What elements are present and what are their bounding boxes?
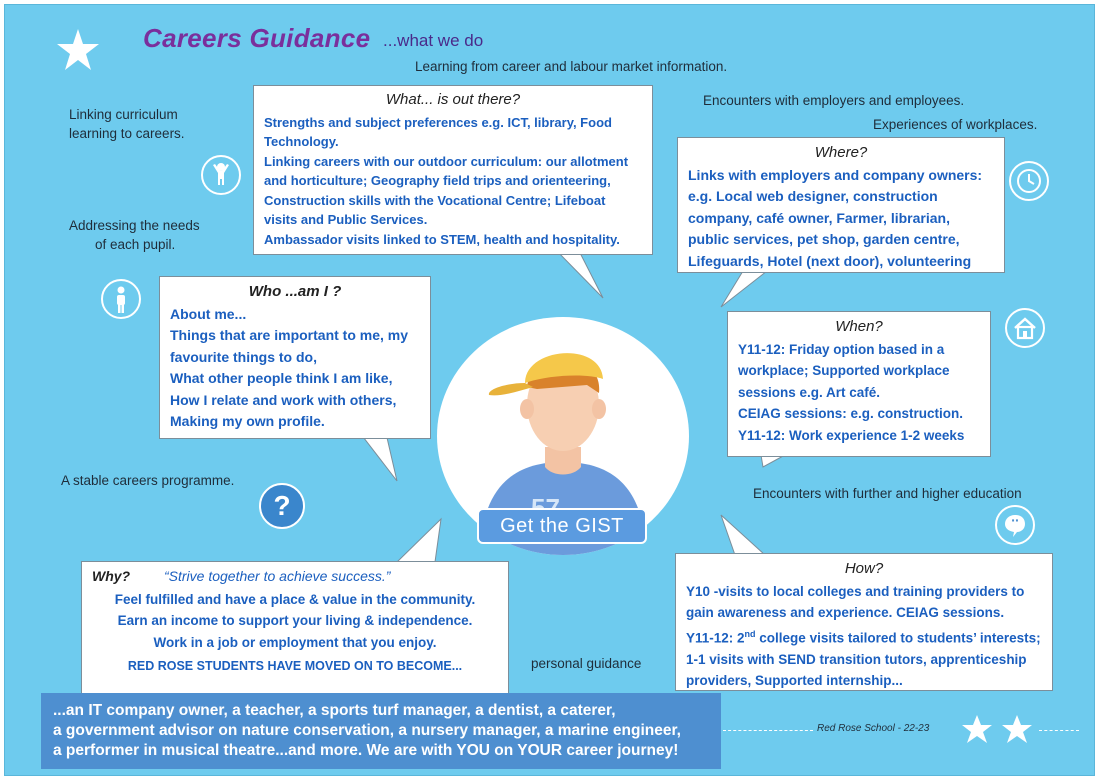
how-line2-sup: nd: [744, 628, 756, 639]
note-needs-line2: of each pupil.: [95, 237, 176, 252]
what-box: [253, 85, 653, 255]
when-line: CEIAG sessions: e.g. construction.: [738, 406, 964, 421]
why-quote: “Strive together to achieve success.”: [164, 568, 391, 584]
who-line: About me...: [170, 305, 247, 322]
banner-line2: a government advisor on nature conservation, a nursery manager, a marine engineer,: [53, 722, 681, 739]
why-line: Feel fulfilled and have a place & value in the community.: [114, 591, 476, 607]
how-line1: Y10 -visits to local colleges and training providers to gain awareness and experience. CEIAG sessions.: [686, 583, 1025, 620]
note-further-education: Encounters with further and higher education: [753, 486, 1022, 501]
what-line: Linking careers with our outdoor curriculum: our allotment and horticulture; Geography field trips and orienteering, Construction skills with the Vocational Centre; Lifeboat visits and Public Services.: [264, 153, 629, 227]
who-line: Making my own profile.: [170, 413, 325, 429]
when-heading: When?: [835, 318, 883, 335]
where-heading: Where?: [814, 144, 868, 161]
note-curriculum-line1: Linking curriculum: [69, 107, 178, 122]
note-labour-market: Learning from career and labour market information.: [415, 59, 728, 74]
how-heading: How?: [844, 560, 884, 577]
why-line: Earn an income to support your living & independence.: [117, 613, 473, 628]
when-box: [727, 311, 991, 457]
who-box: [159, 276, 431, 439]
footer-school: Red Rose School - 22-23: [817, 723, 930, 734]
why-heading: Why?: [92, 568, 131, 584]
footer-rule-left: [723, 730, 813, 731]
how-line2: [686, 624, 1042, 692]
who-heading: Who ...am I ?: [248, 283, 342, 300]
footer-rule-right: [1039, 730, 1079, 731]
banner-line3: a performer in musical theatre...and more. We are with YOU on YOUR career journey!: [53, 742, 679, 759]
how-line2-rest: college visits tailored to students’ interests; 1-1 visits with SEND transition tutors, apprenticeship providers, Supported internship...: [686, 630, 1041, 688]
note-curriculum-line2: learning to careers.: [69, 126, 185, 141]
what-heading: What... is out there?: [385, 91, 521, 108]
banner-line1: ...an IT company owner, a teacher, a sports turf manager, a dentist, a caterer,: [53, 702, 616, 719]
where-box: [677, 137, 1005, 273]
note-workplaces: Experiences of workplaces.: [873, 117, 1038, 132]
note-personal-guidance: personal guidance: [531, 656, 642, 671]
who-line: How I relate and work with others,: [170, 391, 397, 408]
chat-dots-glyph: ∙∙: [1011, 512, 1019, 528]
who-line: What other people think I am like,: [170, 370, 393, 386]
page-title: Careers Guidance: [143, 23, 371, 53]
page-subtitle: ...what we do: [383, 31, 484, 50]
who-line: Things that are important to me, my favourite things to do,: [170, 327, 409, 365]
how-line2-prefix: Y11-12: 2: [686, 630, 745, 645]
where-text: Links with employers and company owners: e.g. Local web designer, construction company, café owner, Farmer, librarian, public services, pet shop, garden centre, Lifeguards, Hotel (next door), volunteering: [688, 166, 983, 269]
note-needs-line1: Addressing the needs: [69, 218, 200, 233]
why-header-row: [92, 566, 498, 588]
star-icon: [999, 713, 1035, 749]
question-icon: ?: [259, 483, 305, 529]
what-line: Ambassador visits linked to STEM, health and hospitality.: [264, 231, 620, 247]
what-line: Strengths and subject preferences e.g. ICT, library, Food Technology.: [264, 114, 612, 149]
why-closing: RED ROSE STUDENTS HAVE MOVED ON TO BECOME...: [127, 659, 463, 673]
how-box: [675, 553, 1053, 691]
careers-banner: [41, 693, 721, 769]
why-line: Work in a job or employment that you enjoy.: [153, 634, 437, 650]
note-stable-programme: A stable careers programme.: [61, 473, 235, 488]
when-line: Y11-12: Work experience 1-2 weeks: [738, 427, 965, 443]
why-box: [81, 561, 509, 701]
get-the-gist-badge: Get the GIST: [477, 508, 647, 544]
star-icon: [959, 713, 995, 749]
careers-poster: [4, 4, 1095, 776]
when-line: Y11-12: Friday option based in a workplace; Supported workplace sessions e.g. Art café.: [738, 341, 950, 400]
note-employers: Encounters with employers and employees.: [703, 93, 965, 108]
